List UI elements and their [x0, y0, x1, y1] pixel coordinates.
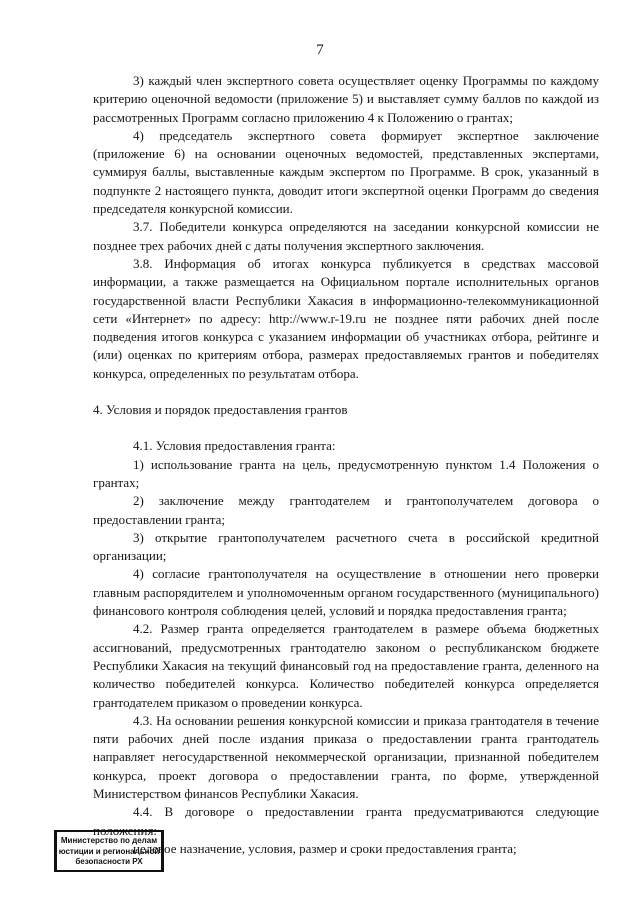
paragraph: 3) открытие грантополучателем расчетного счета в российской кредитной организации; [93, 529, 599, 564]
paragraph: 4.1. Условия предоставления гранта: [133, 438, 336, 454]
paragraph: целевое назначение, условия, размер и сроки предоставления гранта; [133, 840, 517, 856]
stamp-line: безопасности РХ [75, 857, 143, 866]
paragraph: 3.8. Информация об итогах конкурса публикуется в средствах массовой информации, а также размещается на Официальном портале исполнительных органов государственной власти Республики Хакасия в информационно-телекоммуникационной сети «Интернет» по адресу: http://www.r-19.ru не позднее пяти рабочих дней после подведения итогов конкурса с указанием информации об участниках отбора, рейтинге и (или) оценках по критериям отбора, размерах предоставляемых грантов и победителях конкурса, определенных по результатам отбора. [93, 255, 599, 381]
paragraph: 4.2. Размер гранта определяется грантодателем в размере объема бюджетных ассигнований, предусмотренных грантодателю законом о республиканском бюджете Республики Хакасия на текущий финансовый год на предоставление гранта, деленного на количество победителей конкурса. Количество победителей конкурса определяется грантодателем приказом о проведении конкурса. [93, 621, 599, 710]
paragraph: 3.7. Победители конкурса определяются на заседании конкурсной комиссии не позднее трех рабочих дней с даты получения экспертного заключения. [93, 219, 599, 253]
paragraph: 4) согласие грантополучателя на осуществление в отношении него проверки главным распорядителем и уполномоченным органом государственного (муниципального) финансового контроля соблюдения целей, условий и порядка предоставления гранта; [93, 566, 599, 619]
paragraph: 4.4. В договоре о предоставлении гранта предусматриваются следующие положения: [93, 804, 599, 838]
page-number: 7 [316, 42, 324, 58]
stamp-line: Министерство по делам [60, 836, 158, 845]
paragraph: 1) использование гранта на цель, предусмотренную пунктом 1.4 Положения о грантах; [93, 456, 599, 490]
paragraph: 2) заключение между грантодателем и грантополучателем договора о предоставлении гранта; [93, 493, 599, 527]
document-body [93, 72, 599, 858]
ministry-stamp [54, 830, 164, 872]
section-title: 4. Условия и порядок предоставления грантов [93, 402, 348, 418]
paragraph: 4.3. На основании решения конкурсной комиссии и приказа грантодателя в течение пяти рабочих дней после издания приказа о предоставлении гранта грантодатель направляет негосударственной некоммерческой организации, признанной победителем конкурса, проект договора о предоставлении гранта, по форме, утвержденной Министерством финансов Республики Хакасия. [93, 712, 599, 801]
paragraph: 4) председатель экспертного совета формирует экспертное заключение (приложение 6) на основании оценочных ведомостей, представленных экспертами, суммируя баллы, выставленные каждым экспертом по Программе. В срок, указанный в подпункте 2 настоящего пункта, доводит итоги экспертной оценки Программ до сведения председателя конкурсной комиссии. [93, 127, 599, 217]
paragraph: 3) каждый член экспертного совета осуществляет оценку Программы по каждому критерию оценочной ведомости (приложение 5) и выставляет сумму баллов по каждой из рассмотренных Программ согласно приложению 4 к Положению о грантах; [93, 73, 599, 125]
stamp-line: юстиции и региональной [58, 846, 160, 856]
